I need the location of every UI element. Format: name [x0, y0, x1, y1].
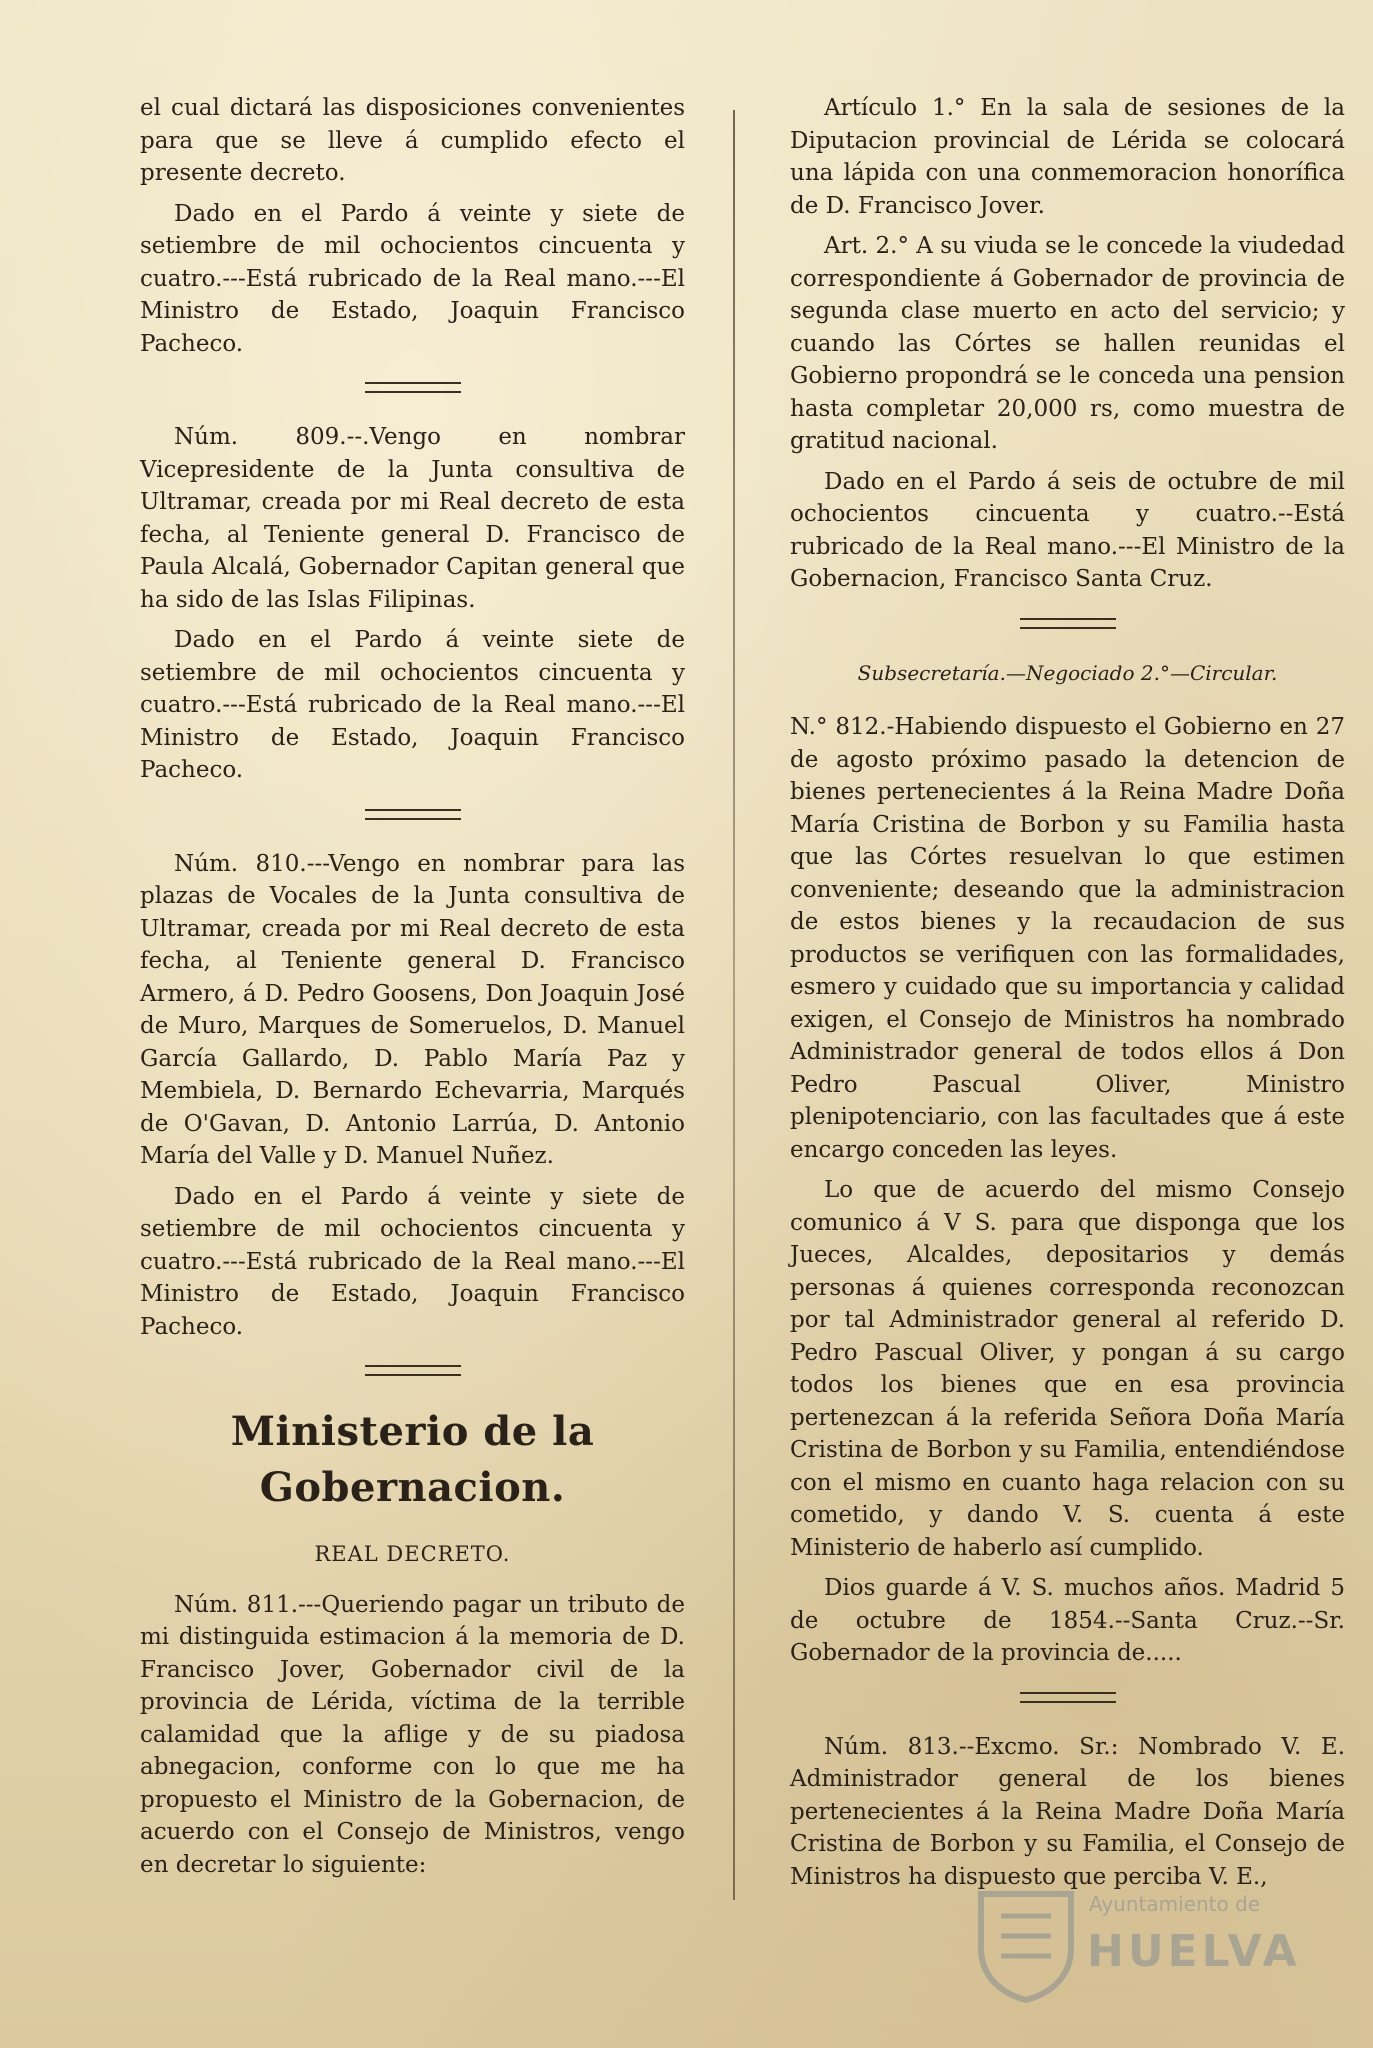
watermark-line1: Ayuntamiento de: [1089, 1892, 1261, 1916]
paragraph: Dado en el Pardo á veinte y siete de setiembre de mil ochocientos cincuenta y cuatro.---Está rubricado de la Real mano.---El Ministro de Estado, Joaquin Francisco Pacheco.: [140, 200, 685, 357]
column-divider: [733, 110, 735, 1900]
watermark-line2: HUELVA: [1087, 1926, 1301, 1977]
paragraph: Dado en el Pardo á veinte siete de setiembre de mil ochocientos cincuenta y cuatro.---Está rubricado de la Real mano.---El Ministro de Estado, Joaquin Francisco Pacheco.: [140, 627, 685, 783]
paragraph: Núm. 809.--.Vengo en nombrar Vicepresidente de la Junta consultiva de Ultramar, creada por mi Real decreto de esta fecha, al Teniente general D. Francisco de Paula Alcalá, Gobernador Capitan general que ha sido de las Islas Filipinas.: [140, 424, 685, 613]
paragraph: el cual dictará las disposiciones convenientes para que se lleve á cumplido efecto el presente decreto.: [140, 95, 685, 186]
watermark: [971, 1878, 1301, 2008]
paragraph: Artículo 1.° En la sala de sesiones de la Diputacion provincial de Lérida se colocará una lápida con una conmemoracion honorífica de D. Francisco Jover.: [790, 95, 1345, 219]
paragraph: Dado en el Pardo á veinte y siete de setiembre de mil ochocientos cincuenta y cuatro.---Está rubricado de la Real mano.---El Ministro de Estado, Joaquin Francisco Pacheco.: [140, 1183, 685, 1340]
paragraph: Art. 2.° A su viuda se le concede la viudedad correspondiente á Gobernador de provincia de segunda clase muerto en acto del servicio; y cuando las Córtes se hallen reunidas el Gobierno propondrá se le conceda una pension hasta completar 20,000 rs, como muestra de gratitud nacional.: [790, 233, 1345, 454]
left-column: [140, 92, 685, 1889]
paragraph: Lo que de acuerdo del mismo Consejo comunico á V S. para que disponga que los Jueces, Alcaldes, depositarios y demás personas á quienes corresponda reconozcan por tal Administrador general al referido D. Pedro Pascual Oliver, y pongan á su cargo todos los bienes que en esa provincia pertenezcan á la referida Señora Doña María Cristina de Borbon y su Familia, entendiéndose con el mismo en cuanto haga relacion con su cometido, y dando V. S. cuenta á este Ministerio de haberlo así cumplido.: [790, 1177, 1345, 1561]
subheading: REAL DECRETO.: [314, 1542, 511, 1566]
separator-rule: [1020, 1692, 1116, 1703]
separator-rule: [1020, 618, 1116, 629]
paragraph: Núm. 813.--Excmo. Sr.: Nombrado V. E. Administrador general de los bienes pertenecientes á la Reina Madre Doña María Cristina de Borbon y su Familia, el Consejo de Ministros ha dispuesto que perciba V. E.,: [790, 1733, 1345, 1890]
shield-icon: [971, 1886, 1081, 2004]
circular-heading: Subsecretaría.—Negociado 2.°—Circular.: [857, 660, 1278, 685]
paragraph: Núm. 810.---Vengo en nombrar para las plazas de Vocales de la Junta consultiva de Ultramar, creada por mi Real decreto de esta fecha, al Teniente general D. Francisco Armero, á D. Pedro Goosens, Don Joaquin José de Muro, Marques de Someruelos, D. Manuel García Gallardo, D. Pablo María Paz y Membiela, D. Bernardo Echevarria, Marqués de O'Gavan, D. Antonio Larrúa, D. Antonio María del Valle y D. Manuel Nuñez.: [140, 850, 685, 1169]
right-column: [790, 92, 1345, 1901]
paragraph: N.° 812.-Habiendo dispuesto el Gobierno en 27 de agosto próximo pasado la detencion de bienes pertenecientes á la Reina Madre Doña María Cristina de Borbon y su Familia hasta que las Córtes resuelvan lo que estimen conveniente; deseando que la administracion de estos bienes y la recaudacion de sus productos se verifiquen con las formalidades, esmero y cuidado que su importancia y calidad exigen, el Consejo de Ministros ha nombrado Administrador general de todos ellos á Don Pedro Pascual Oliver, Ministro plenipotenciario, con las facultades que á este encargo conceden las leyes.: [790, 714, 1345, 1163]
separator-rule: [365, 809, 461, 820]
separator-rule: [365, 1365, 461, 1376]
paragraph: Dado en el Pardo á seis de octubre de mil ochocientos cincuenta y cuatro.--Está rubricado de la Real mano.---El Ministro de la Gobernacion, Francisco Santa Cruz.: [790, 468, 1345, 592]
paragraph: Núm. 811.---Queriendo pagar un tributo de mi distinguida estimacion á la memoria de D. Francisco Jover, Gobernador civil de la provincia de Lérida, víctima de la terrible calamidad que la aflige y de su piadosa abnegacion, conforme con lo que me ha propuesto el Ministro de la Gobernacion, de acuerdo con el Consejo de Ministros, vengo en decretar lo siguiente:: [140, 1591, 685, 1878]
separator-rule: [365, 382, 461, 393]
section-title: Ministerio de la Gobernacion.: [230, 1408, 595, 1511]
paragraph: Dios guarde á V. S. muchos años. Madrid 5 de octubre de 1854.--Santa Cruz.--Sr. Gobernador de la provincia de.....: [790, 1575, 1345, 1666]
